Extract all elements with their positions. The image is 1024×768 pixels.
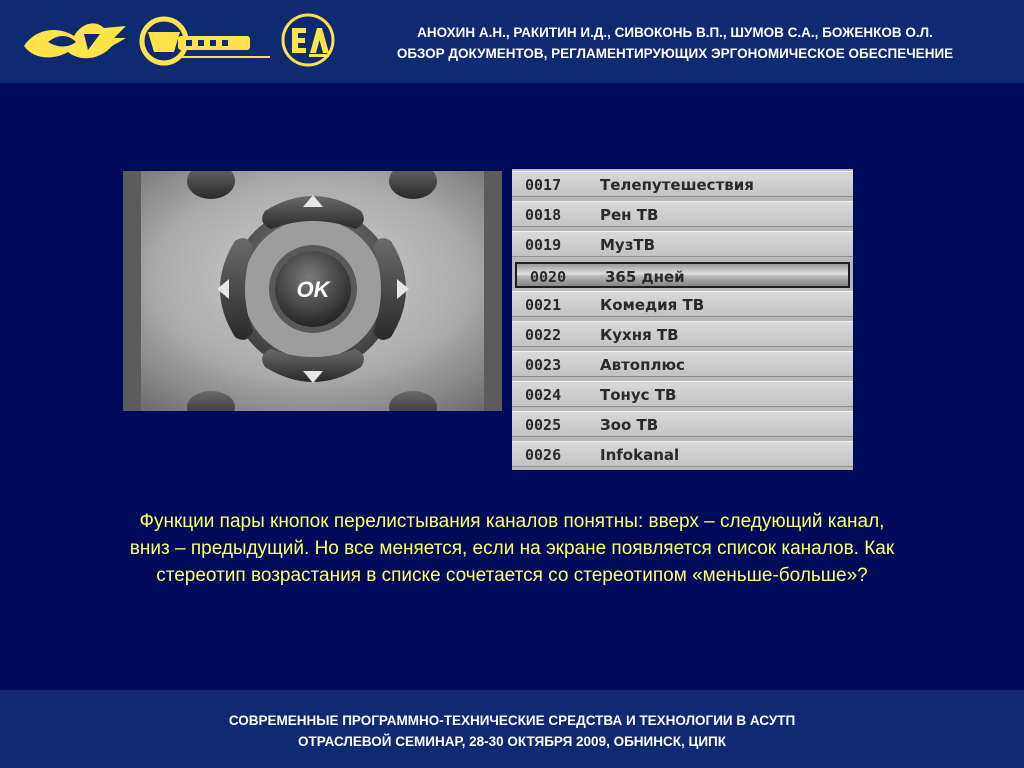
channel-number: 0023	[525, 356, 562, 374]
channel-name: Infokanal	[600, 446, 680, 464]
header-band	[0, 0, 1024, 83]
channel-number: 0022	[525, 326, 562, 344]
channel-list-item[interactable]	[512, 171, 853, 197]
footer-band	[0, 690, 1024, 768]
footer-line: СОВРЕМЕННЫЕ ПРОГРАММНО-ТЕХНИЧЕСКИЕ СРЕДСТВА И ТЕХНОЛОГИИ В АСУТП	[228, 713, 796, 728]
channel-number: 0026	[525, 446, 562, 464]
channel-list-item[interactable]	[512, 441, 853, 467]
channel-number: 0025	[525, 416, 562, 434]
channel-number: 0017	[525, 176, 562, 194]
channel-name: Зоо ТВ	[600, 416, 659, 434]
organization-logo-2	[138, 12, 274, 70]
header-title	[330, 22, 1020, 64]
channel-list-item[interactable]	[512, 321, 853, 347]
caption-line: Функции пары кнопок перелистывания каналов понятны: вверх – следующий канал,	[139, 511, 885, 532]
channel-name: Тонус ТВ	[600, 386, 677, 404]
caption-line: стереотип возрастания в списке сочетается со стереотипом «меньше-больше»?	[156, 565, 868, 586]
channel-list-item[interactable]	[512, 351, 853, 377]
channel-list-item[interactable]	[512, 201, 853, 227]
channel-number: 0018	[525, 206, 562, 224]
footer-text	[0, 710, 1024, 752]
channel-name: Кухня ТВ	[600, 326, 679, 344]
remote-ok-button[interactable]	[269, 245, 357, 333]
channel-list-item[interactable]	[512, 231, 853, 257]
channel-name: Телепутешествия	[600, 176, 754, 194]
footer-line: ОТРАСЛЕВОЙ СЕМИНАР, 28-30 ОКТЯБРЯ 2009, ОБНИНСК, ЦИПК	[298, 734, 726, 749]
channel-list-item[interactable]	[515, 262, 850, 288]
remote-control-photo	[123, 171, 502, 411]
organization-logo-1	[18, 12, 130, 70]
ok-label: OK	[296, 277, 330, 302]
channel-number: 0019	[525, 236, 562, 254]
channel-name: Автоплюс	[600, 356, 685, 374]
channel-number: 0024	[525, 386, 562, 404]
channel-list-item[interactable]	[512, 291, 853, 317]
channel-name: МузТВ	[600, 236, 656, 254]
channel-number: 0021	[525, 296, 562, 314]
channel-name: 365 дней	[605, 268, 685, 286]
header-authors: АНОХИН А.Н., РАКИТИН И.Д., СИВОКОНЬ В.П., ШУМОВ С.А., БОЖЕНКОВ О.Л.	[417, 25, 933, 40]
caption-text	[40, 508, 984, 589]
channel-list	[512, 169, 853, 470]
channel-list-item[interactable]	[512, 381, 853, 407]
channel-list-item[interactable]	[512, 411, 853, 437]
header-subtitle: ОБЗОР ДОКУМЕНТОВ, РЕГЛАМЕНТИРУЮЩИХ ЭРГОНОМИЧЕСКОЕ ОБЕСПЕЧЕНИЕ	[396, 46, 954, 61]
channel-name: Рен ТВ	[600, 206, 659, 224]
organization-logo-3	[280, 12, 336, 68]
channel-number: 0020	[530, 268, 567, 286]
channel-name: Комедия ТВ	[600, 296, 705, 314]
caption-line: вниз – предыдущий. Но все меняется, если на экране появляется список каналов. Как	[129, 538, 895, 559]
